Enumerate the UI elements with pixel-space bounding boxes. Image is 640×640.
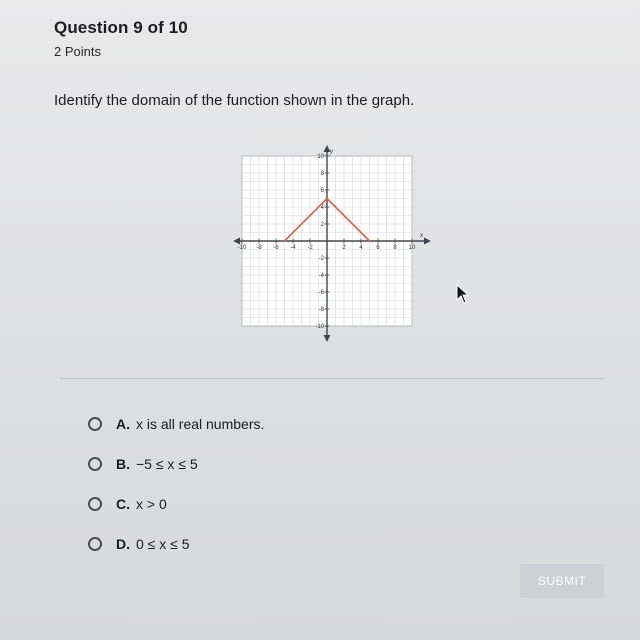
answer-letter-a: A. (116, 416, 130, 432)
function-point (369, 240, 371, 242)
answer-letter-b: B. (116, 456, 130, 472)
answer-text-b: −5 ≤ x ≤ 5 (136, 456, 198, 472)
question-points: 2 Points (54, 44, 101, 59)
answer-text-c: x > 0 (136, 496, 167, 512)
answer-text-d: 0 ≤ x ≤ 5 (136, 536, 190, 552)
answer-letter-d: D. (116, 536, 130, 552)
x-tick-label: -10 (237, 245, 247, 251)
x-tick-label: 8 (393, 245, 397, 251)
y-tick-label: -8 (318, 307, 324, 313)
radio-button-a[interactable] (88, 417, 102, 431)
y-tick-label: -2 (318, 256, 324, 262)
x-tick-label: 4 (359, 245, 363, 251)
pointer-arrow-icon (456, 284, 470, 309)
y-tick-label: 6 (320, 188, 324, 194)
answer-list (88, 404, 264, 564)
y-tick-label: 8 (320, 171, 324, 177)
y-axis-label: y (330, 149, 333, 155)
submit-button[interactable]: SUBMIT (520, 564, 604, 598)
x-tick-label: -4 (290, 245, 296, 251)
x-axis-arrow-left-icon (233, 238, 240, 245)
question-title: Question 9 of 10 (54, 18, 188, 37)
answer-option-a[interactable] (88, 404, 264, 444)
radio-button-b[interactable] (88, 457, 102, 471)
y-tick-label: 10 (317, 154, 324, 160)
x-tick-label: 6 (376, 245, 380, 251)
function-graph (232, 143, 432, 343)
question-prompt: Identify the domain of the function shown in the graph. (54, 92, 415, 109)
answer-text-a: x is all real numbers. (136, 416, 265, 432)
y-tick-label: -4 (318, 273, 324, 279)
graph-svg (232, 143, 432, 343)
answer-letter-c: C. (116, 496, 130, 512)
x-tick-label: 2 (342, 245, 346, 251)
function-point (326, 198, 328, 200)
y-tick-label: 4 (320, 205, 324, 211)
y-tick-label: -10 (315, 324, 324, 330)
answer-option-c[interactable] (88, 484, 264, 524)
answer-option-d[interactable] (88, 524, 264, 564)
x-tick-label: -8 (256, 245, 262, 251)
function-point (284, 240, 286, 242)
divider (60, 378, 605, 379)
x-axis-label: x (420, 233, 423, 239)
y-axis-arrow-down-icon (324, 335, 331, 342)
y-tick-label: -6 (318, 290, 324, 296)
x-axis-arrow-right-icon (424, 238, 431, 245)
x-tick-label: -2 (307, 245, 313, 251)
x-tick-label: 10 (408, 245, 416, 251)
radio-button-c[interactable] (88, 497, 102, 511)
x-tick-label: -6 (273, 245, 279, 251)
question-header (54, 18, 188, 59)
y-tick-label: 2 (320, 222, 324, 228)
answer-option-b[interactable] (88, 444, 264, 484)
radio-button-d[interactable] (88, 537, 102, 551)
